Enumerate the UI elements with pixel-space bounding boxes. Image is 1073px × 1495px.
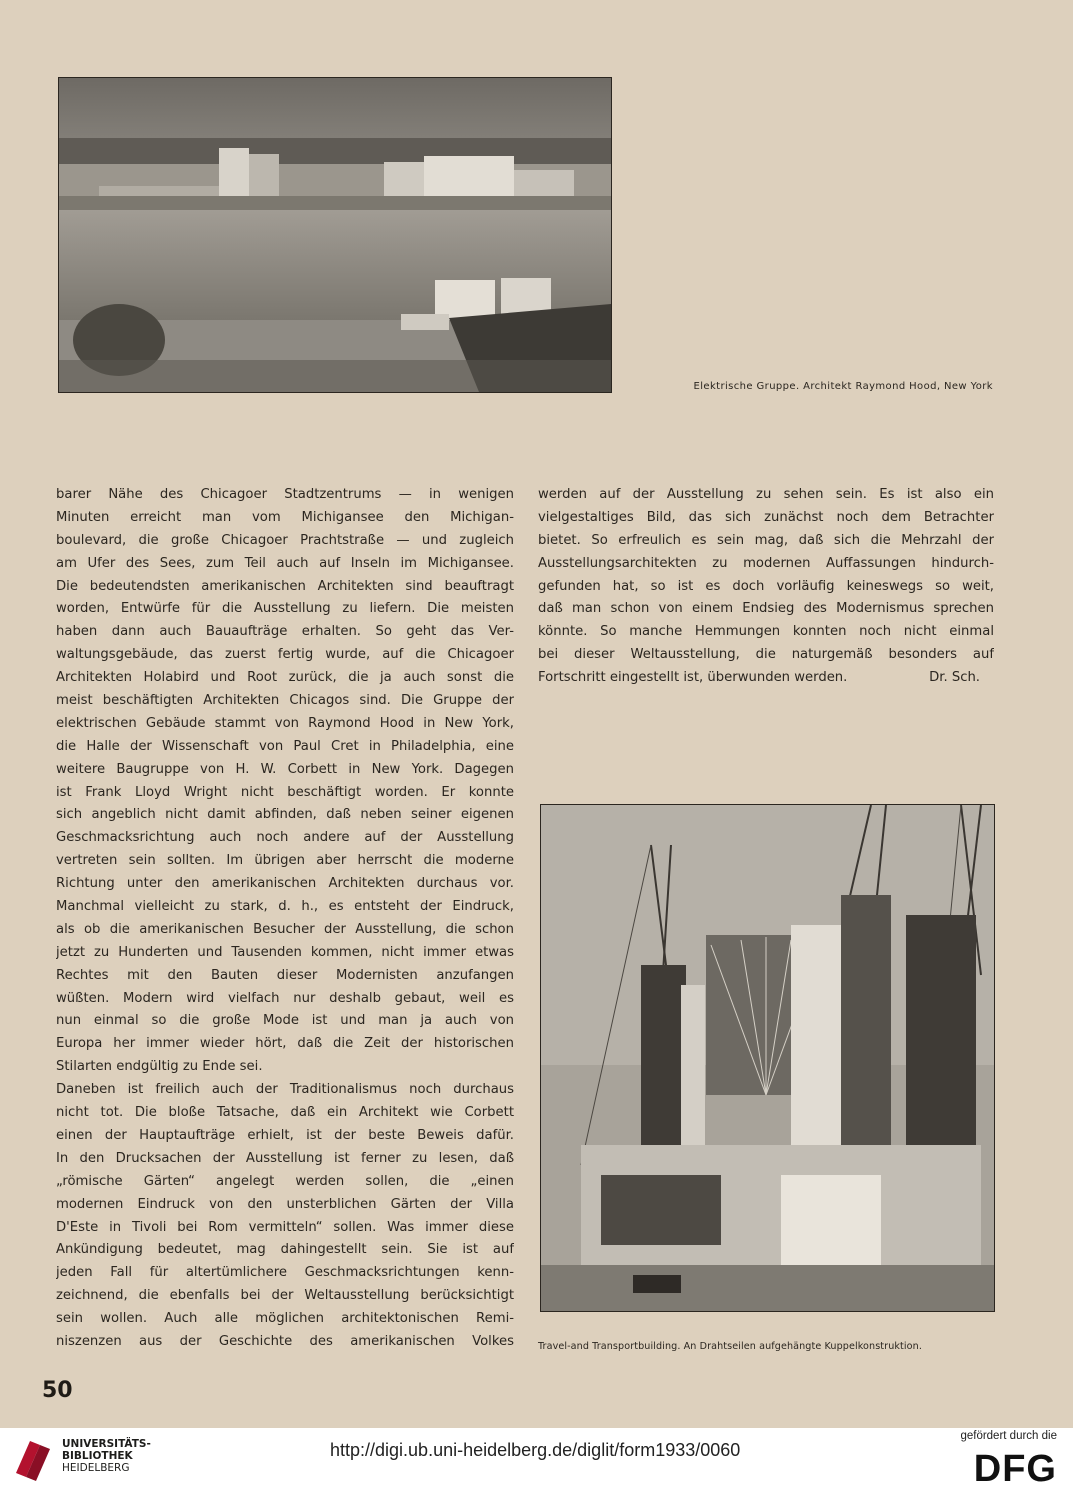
text-line: sich angeblich nicht damit abfinden, daß neben seiner eigenen — [56, 807, 514, 823]
text-line: daß man schon von einem Endsieg des Modernismus sprechen — [538, 601, 994, 617]
funding-note: gefördert durch die — [960, 1430, 1057, 1442]
source-url-link[interactable]: http://digi.ub.uni-heidelberg.de/diglit/form1933/0060 — [330, 1440, 741, 1460]
text-line: zeichnend, die ebenfalls bei der Weltausstellung berücksichtigt — [56, 1288, 514, 1304]
text-line: boulevard, die große Chicagoer Prachtstraße — und zugleich — [56, 532, 514, 548]
text-line: vielgestaltiges Bild, das sich zunächst noch dem Betrachter — [538, 509, 994, 525]
text-line: D'Este in Tivoli bei Rom vermitteln“ sollen. Was immer diese — [56, 1219, 514, 1235]
text-line: sein wollen. Auch alle möglichen architektonischen Remi- — [56, 1311, 514, 1327]
text-line: Geschmacksrichtung auch noch andere auf der Ausstellung — [56, 830, 514, 846]
text-line: ist Frank Lloyd Wright nicht beschäftigt worden. Er konnte — [56, 784, 514, 800]
text-line: könnte. So manche Hemmungen konnten noch nicht einmal — [538, 624, 994, 640]
caption-bottom-photo: Travel-and Transportbuilding. An Drahtseilen aufgehängte Kuppelkonstruktion. — [538, 1341, 922, 1352]
dfg-logo[interactable]: DFG — [973, 1448, 1057, 1490]
text-line: am Ufer des Sees, zum Teil auch auf Inseln im Michigansee. — [56, 555, 514, 571]
photo-electrical-group-image — [59, 78, 611, 392]
text-line: nun einmal so die große Mode ist und man ja auch von — [56, 1013, 514, 1029]
text-line: Minuten erreicht man vom Michigansee den Michigan- — [56, 509, 514, 525]
library-line-2: BIBLIOTHEK — [62, 1450, 133, 1462]
text-line: „römische Gärten“ angelegt werden sollen, die „einen — [56, 1173, 514, 1189]
library-name[interactable] — [62, 1438, 151, 1474]
text-line: jetzt zu Hunderten und Tausenden kommen, nicht immer etwas — [56, 944, 514, 960]
text-line: jeden Fall für altertümlichere Geschmacksrichtungen kenn- — [56, 1265, 514, 1281]
text-line: barer Nähe des Chicagoer Stadtzentrums — in wenigen — [56, 487, 514, 502]
text-line: als ob die amerikanischen Besucher der Ausstellung, die schon — [56, 921, 514, 937]
text-line: einen der Hauptaufträge erhielt, ist der beste Beweis dafür. — [56, 1127, 514, 1143]
text-line: waltungsgebäude, das zuerst fertig wurde, auf die Chicagoer — [56, 647, 514, 663]
text-line: Manchmal vielleicht zu stark, d. h., es entsteht der Eindruck, — [56, 899, 514, 915]
text-line: Daneben ist freilich auch der Traditionalismus noch durchaus — [56, 1082, 514, 1098]
text-line: Die bedeutendsten amerikanischen Architekten sind beauftragt — [56, 578, 514, 594]
article-signoff — [538, 667, 994, 690]
photo-travel-transport-building — [540, 804, 995, 1312]
text-line: Europa her immer wieder hört, daß die Zeit der historischen — [56, 1036, 514, 1052]
footer-bar — [0, 1428, 1073, 1495]
text-line: werden auf der Ausstellung zu sehen sein. Es ist also ein — [538, 487, 994, 502]
text-line: haben dann auch Bauaufträge erhalten. So geht das Ver- — [56, 624, 514, 640]
text-line: meist beschäftigten Architekten Chicagos sind. Die Gruppe der — [56, 693, 514, 709]
author-initials: Dr. Sch. — [929, 670, 980, 685]
text-column-left — [56, 484, 514, 1354]
closing-line: Fortschritt eingestellt ist, überwunden werden. — [538, 670, 848, 685]
page-number: 50 — [42, 1378, 73, 1403]
text-line: Richtung unter den amerikanischen Architekten durchaus vor. — [56, 876, 514, 892]
text-line: die Halle der Wissenschaft von Paul Cret in Philadelphia, eine — [56, 738, 514, 754]
library-logo-icon[interactable] — [12, 1433, 54, 1485]
text-line: Ausstellungsarchitekten zu modernen Auffassungen hindurch- — [538, 555, 994, 571]
text-line: In den Drucksachen der Ausstellung ist ferner zu lesen, daß — [56, 1150, 514, 1166]
text-line: gefunden hat, so ist es doch vorläufig keineswegs so weit, — [538, 578, 994, 594]
text-line: bei dieser Weltausstellung, die naturgemäß besonders auf — [538, 647, 994, 663]
text-line: Ankündigung bedeutet, mag dahingestellt sein. Sie ist auf — [56, 1242, 514, 1258]
photo-electrical-group — [58, 77, 612, 393]
text-line: worden, Entwürfe für die Ausstellung zu liefern. Die meisten — [56, 601, 514, 617]
text-line: Stilarten endgültig zu Ende sei. — [56, 1059, 263, 1075]
photo-travel-transport-image — [541, 805, 994, 1311]
text-line: bietet. So erfreulich es sein mag, daß sich die Mehrzahl der — [538, 532, 994, 548]
library-line-1: UNIVERSITÄTS- — [62, 1438, 151, 1450]
text-line: modernen Eindruck von den unsterblichen Gärten der Villa — [56, 1196, 514, 1212]
text-line: Architekten Holabird und Root zurück, die ja auch sonst die — [56, 670, 514, 686]
text-line: weitere Baugruppe von H. W. Corbett in New York. Dagegen — [56, 761, 514, 777]
text-line: vertreten sein sollten. Im übrigen aber herrscht die moderne — [56, 853, 514, 869]
text-line: elektrischen Gebäude stammt von Raymond Hood in New York, — [56, 715, 514, 731]
caption-top-photo: Elektrische Gruppe. Architekt Raymond Hood, New York — [693, 381, 993, 392]
text-column-right — [538, 484, 994, 667]
text-line: nicht tot. Die bloße Tatsache, daß ein Architekt wie Corbett — [56, 1105, 514, 1121]
text-line: wüßten. Modern wird vielfach nur deshalb gebaut, weil es — [56, 990, 514, 1006]
text-line: Rechtes mit den Bauten dieser Modernisten anzufangen — [56, 967, 514, 983]
library-line-3: HEIDELBERG — [62, 1462, 130, 1474]
text-line: niszenzen aus der Geschichte des amerikanischen Volkes — [56, 1333, 514, 1349]
